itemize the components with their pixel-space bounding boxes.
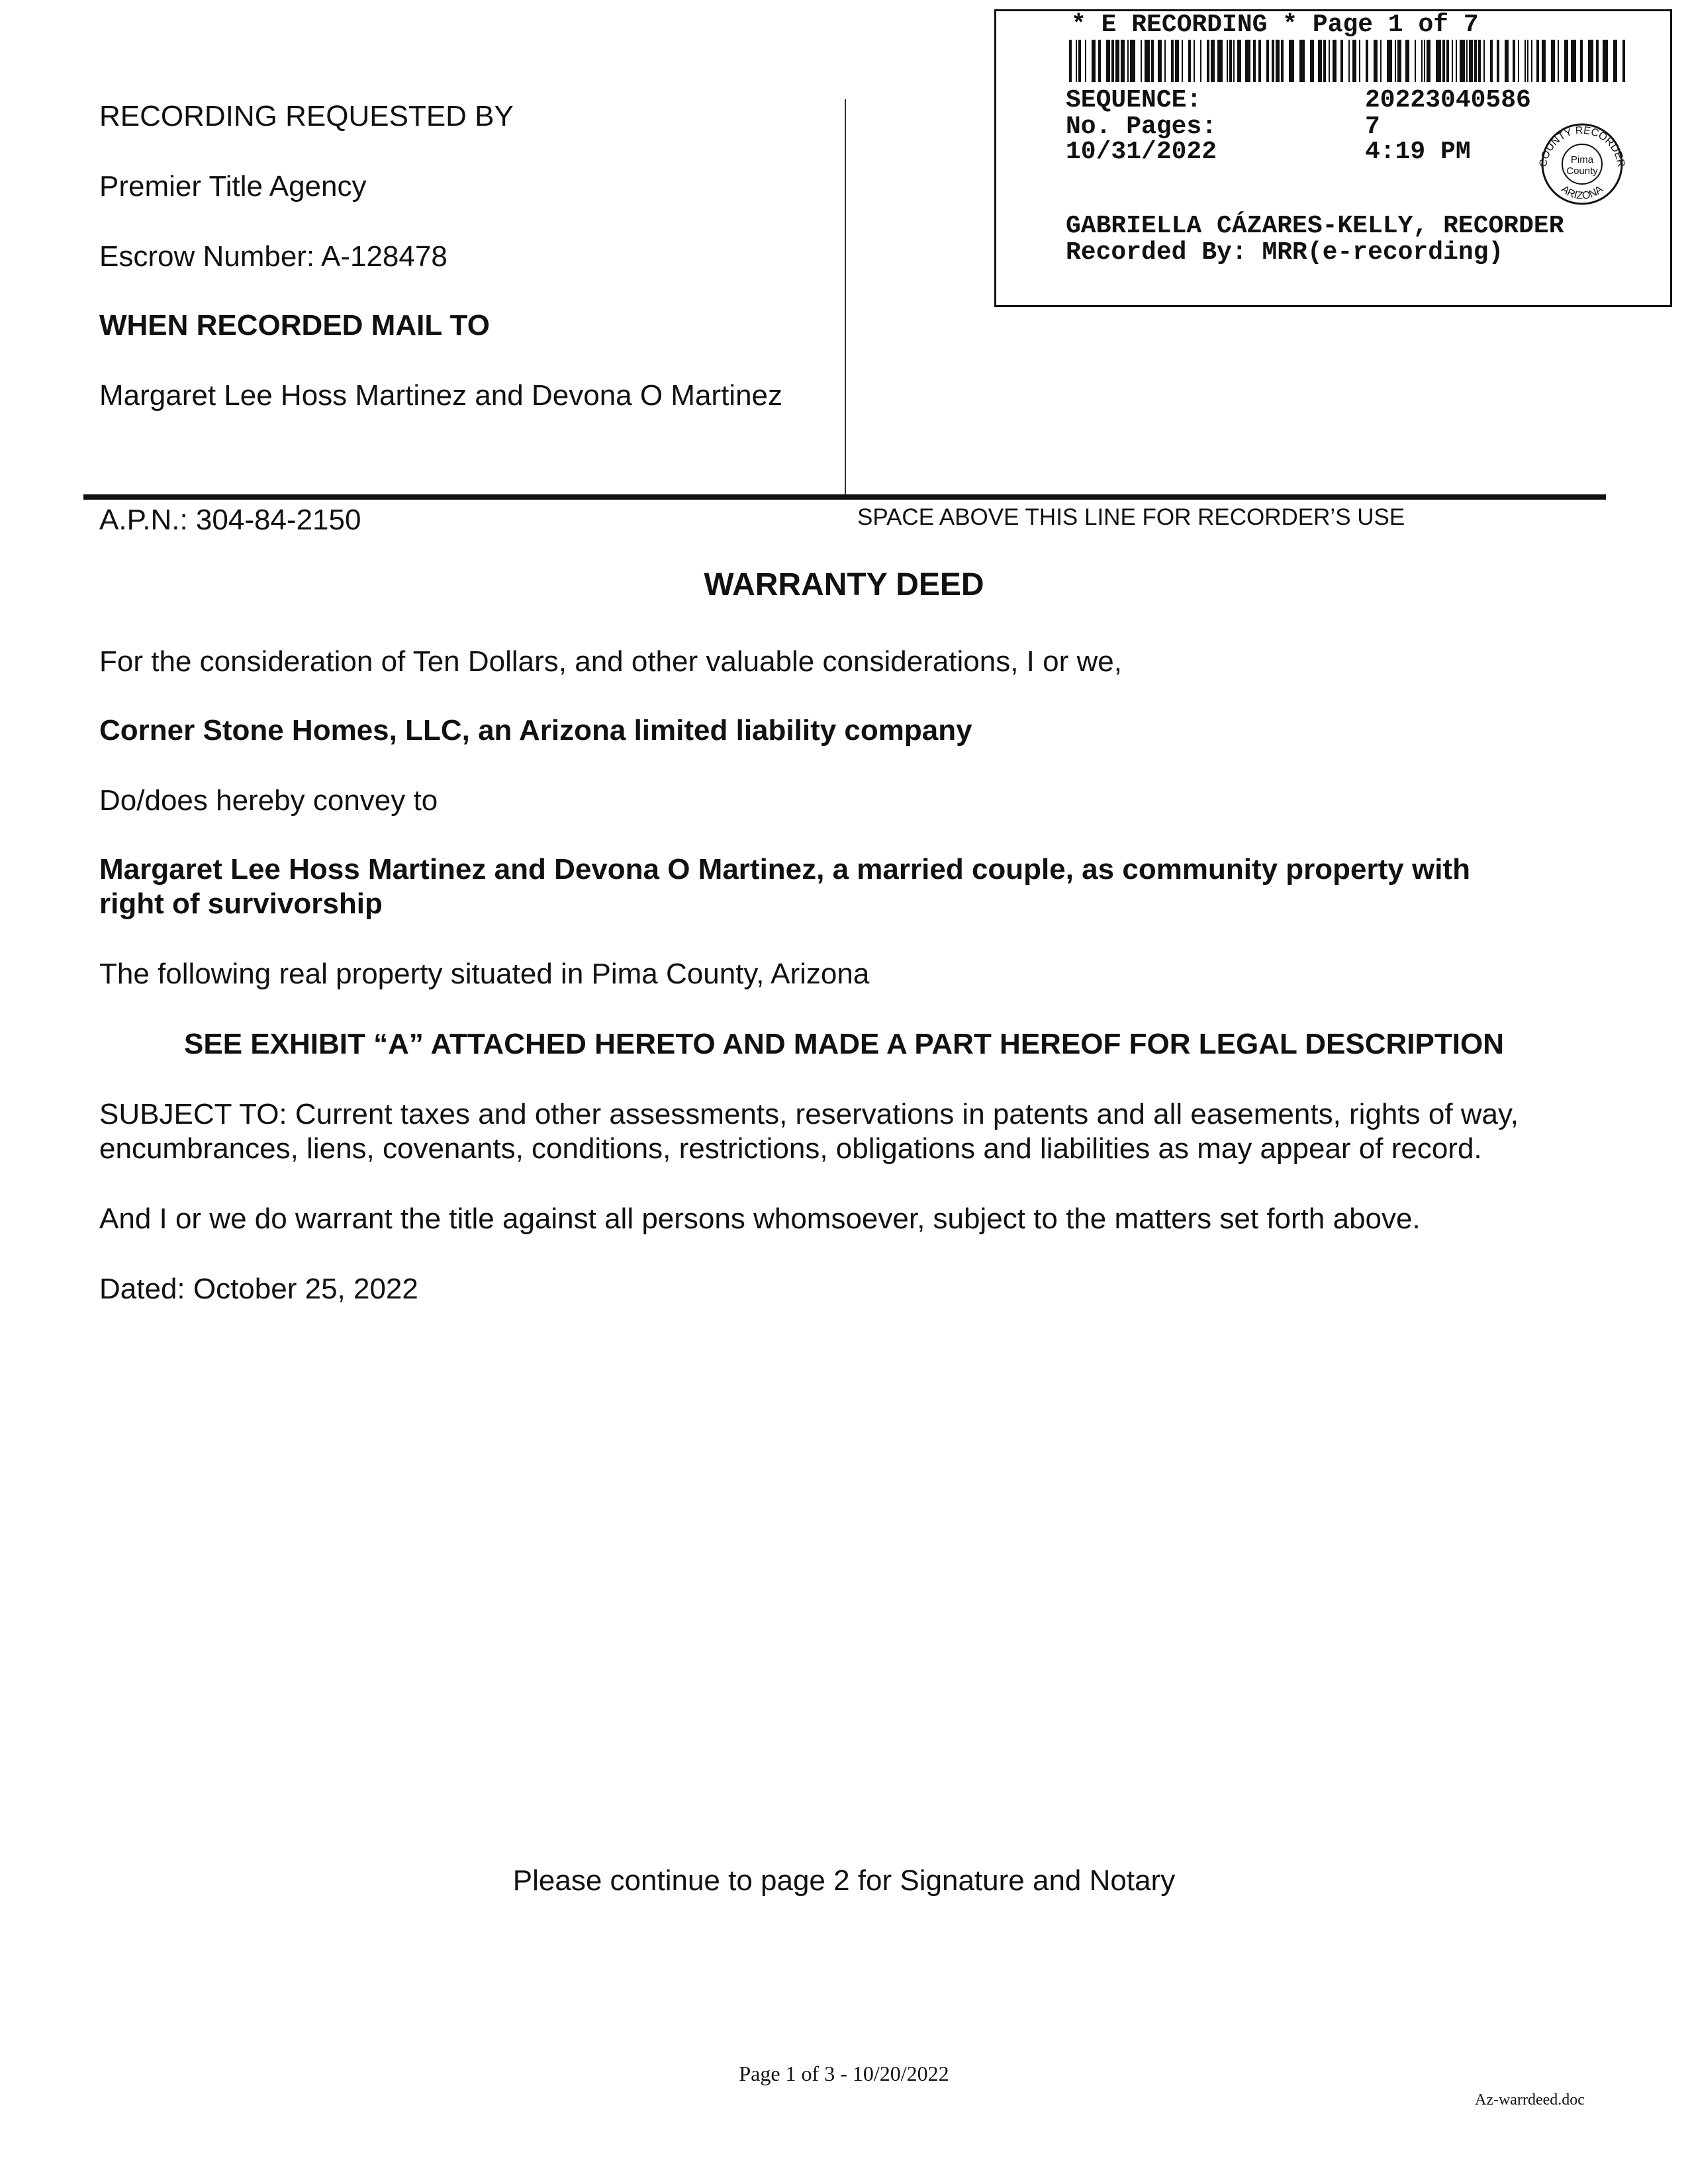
document-title: WARRANTY DEED: [704, 567, 984, 602]
file-name: Az-warrdeed.doc: [1475, 2091, 1585, 2109]
recording-date: 10/31/2022: [1066, 138, 1217, 166]
recorder-name: GABRIELLA CÁZARES-KELLY, RECORDER: [1066, 212, 1564, 240]
convey-text: Do/does hereby convey to: [99, 784, 438, 817]
recorder-use-note: SPACE ABOVE THIS LINE FOR RECORDER’S USE: [857, 504, 1405, 530]
grantor: Corner Stone Homes, LLC, an Arizona limited liability company: [99, 714, 972, 747]
barcode: [1069, 40, 1625, 82]
grantee-line-1: Margaret Lee Hoss Martinez and Devona O Martinez, a married couple, as community property with: [99, 853, 1470, 886]
recorder-line: [83, 494, 1606, 500]
grantee-line-2: right of survivorship: [99, 887, 383, 920]
property-text: The following real property situated in Pima County, Arizona: [99, 958, 870, 990]
header-divider: [845, 99, 846, 496]
seal-center-line1: Pima: [1570, 154, 1594, 165]
requested-by-name: Premier Title Agency: [99, 170, 367, 203]
seal-top-text: COUNTY RECORDER: [1537, 124, 1627, 168]
dated: Dated: October 25, 2022: [99, 1273, 418, 1305]
exhibit-reference: SEE EXHIBIT “A” ATTACHED HERETO AND MADE A PART HEREOF FOR LEGAL DESCRIPTION: [184, 1028, 1504, 1060]
sequence-label: SEQUENCE:: [1066, 86, 1202, 114]
pages-label: No. Pages:: [1066, 113, 1217, 141]
consideration-text: For the consideration of Ten Dollars, and other valuable considerations, I or we,: [99, 645, 1122, 678]
seal-center-line2: County: [1566, 165, 1598, 177]
stamp-header: * E RECORDING * Page 1 of 7: [1071, 11, 1479, 39]
county-recorder-seal-icon: [1523, 116, 1642, 209]
recording-time: 4:19 PM: [1365, 138, 1471, 166]
subject-to-line-2: encumbrances, liens, covenants, conditions, restrictions, obligations and liabilities as may appear of record.: [99, 1132, 1482, 1165]
page-footer: Page 1 of 3 - 10/20/2022: [739, 2062, 949, 2085]
recording-requested-by-label: RECORDING REQUESTED BY: [99, 100, 514, 132]
recorded-by: Recorded By: MRR(e-recording): [1066, 238, 1504, 267]
seal-bottom-text: ARIZONA: [1559, 183, 1605, 202]
apn: A.P.N.: 304-84-2150: [99, 504, 361, 536]
pages-value: 7: [1365, 113, 1380, 141]
continue-note: Please continue to page 2 for Signature and Notary: [512, 1864, 1176, 1897]
warranty-text: And I or we do warrant the title against all persons whomsoever, subject to the matters set forth above.: [99, 1203, 1421, 1235]
escrow-number: Escrow Number: A-128478: [99, 240, 447, 273]
svg-text:ARIZONA: [1559, 183, 1605, 202]
mail-to-label: WHEN RECORDED MAIL TO: [99, 309, 490, 341]
mail-to-name: Margaret Lee Hoss Martinez and Devona O Martinez: [99, 379, 783, 412]
sequence-value: 20223040586: [1365, 86, 1531, 114]
subject-to-line-1: SUBJECT TO: Current taxes and other assessments, reservations in patents and all easements, rights of way,: [99, 1098, 1519, 1130]
